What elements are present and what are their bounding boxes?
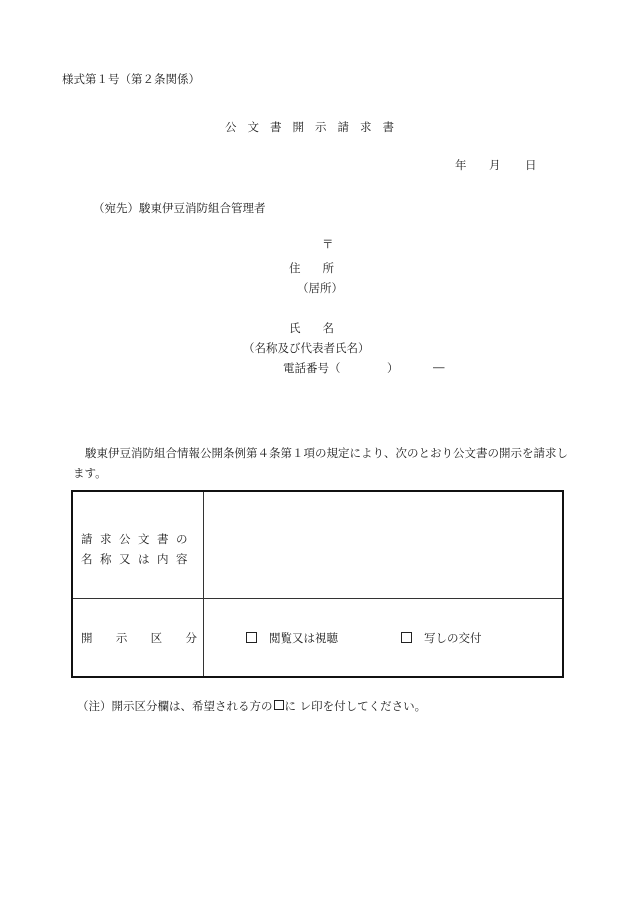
- disclosure-type-row: [73, 599, 562, 676]
- table-divider: [203, 492, 204, 598]
- requested-documents-row: [73, 492, 562, 599]
- address-label-char-2: 所: [322, 261, 334, 275]
- phone-label: 電話番号（: [283, 361, 341, 375]
- checkbox-icon[interactable]: [246, 632, 257, 643]
- checkbox-icon: [274, 700, 284, 710]
- addressee: （宛先）駿東伊豆消防組合管理者: [93, 201, 266, 215]
- option-view[interactable]: [246, 630, 338, 646]
- name-label: [289, 320, 334, 336]
- table-divider: [203, 599, 204, 676]
- option-view-label: 閲覧又は視聴: [269, 631, 338, 645]
- form-number: 様式第１号（第２条関係）: [62, 72, 200, 86]
- disclosure-type-label-char: 分: [185, 631, 197, 645]
- disclosure-type-label-char: 開: [81, 631, 93, 645]
- requested-documents-label-line-2: 名称又は内容: [81, 552, 195, 566]
- request-statement: 駿東伊豆消防組合情報公開条例第４条第１項の規定により、次のとおり公文書の開示を請求します。: [73, 446, 568, 480]
- option-copy-label: 写しの交付: [424, 631, 482, 645]
- option-copy[interactable]: [401, 630, 482, 646]
- name-label-char-2: 名: [322, 321, 334, 335]
- phone-paren-close: ）: [387, 361, 399, 375]
- name-sub-label: （名称及び代表者氏名）: [243, 341, 370, 355]
- disclosure-type-label-char: 区: [150, 631, 163, 645]
- requested-documents-label-line-1: 請求公文書の: [81, 532, 195, 546]
- document-title: 公文書開示請求書: [225, 120, 405, 134]
- footnote-prefix: （注）開示区分欄は、希望される方の: [77, 699, 273, 713]
- phone-dash: ―: [433, 360, 445, 374]
- date-month-label: 月: [489, 158, 501, 172]
- request-table: [71, 490, 564, 678]
- checkbox-icon[interactable]: [401, 632, 412, 643]
- disclosure-type-label: [81, 630, 197, 646]
- footnote: [77, 698, 426, 714]
- footnote-suffix: に レ印を付してください。: [284, 699, 427, 713]
- disclosure-type-label-char: 示: [115, 631, 128, 645]
- postal-mark-icon: 〒: [322, 237, 334, 251]
- date-year-label: 年: [455, 158, 467, 172]
- residence-label: （居所）: [297, 281, 343, 295]
- name-label-char-1: 氏: [289, 321, 301, 335]
- date-day-label: 日: [525, 158, 537, 172]
- address-label-char-1: 住: [289, 261, 301, 275]
- address-label: [289, 260, 334, 276]
